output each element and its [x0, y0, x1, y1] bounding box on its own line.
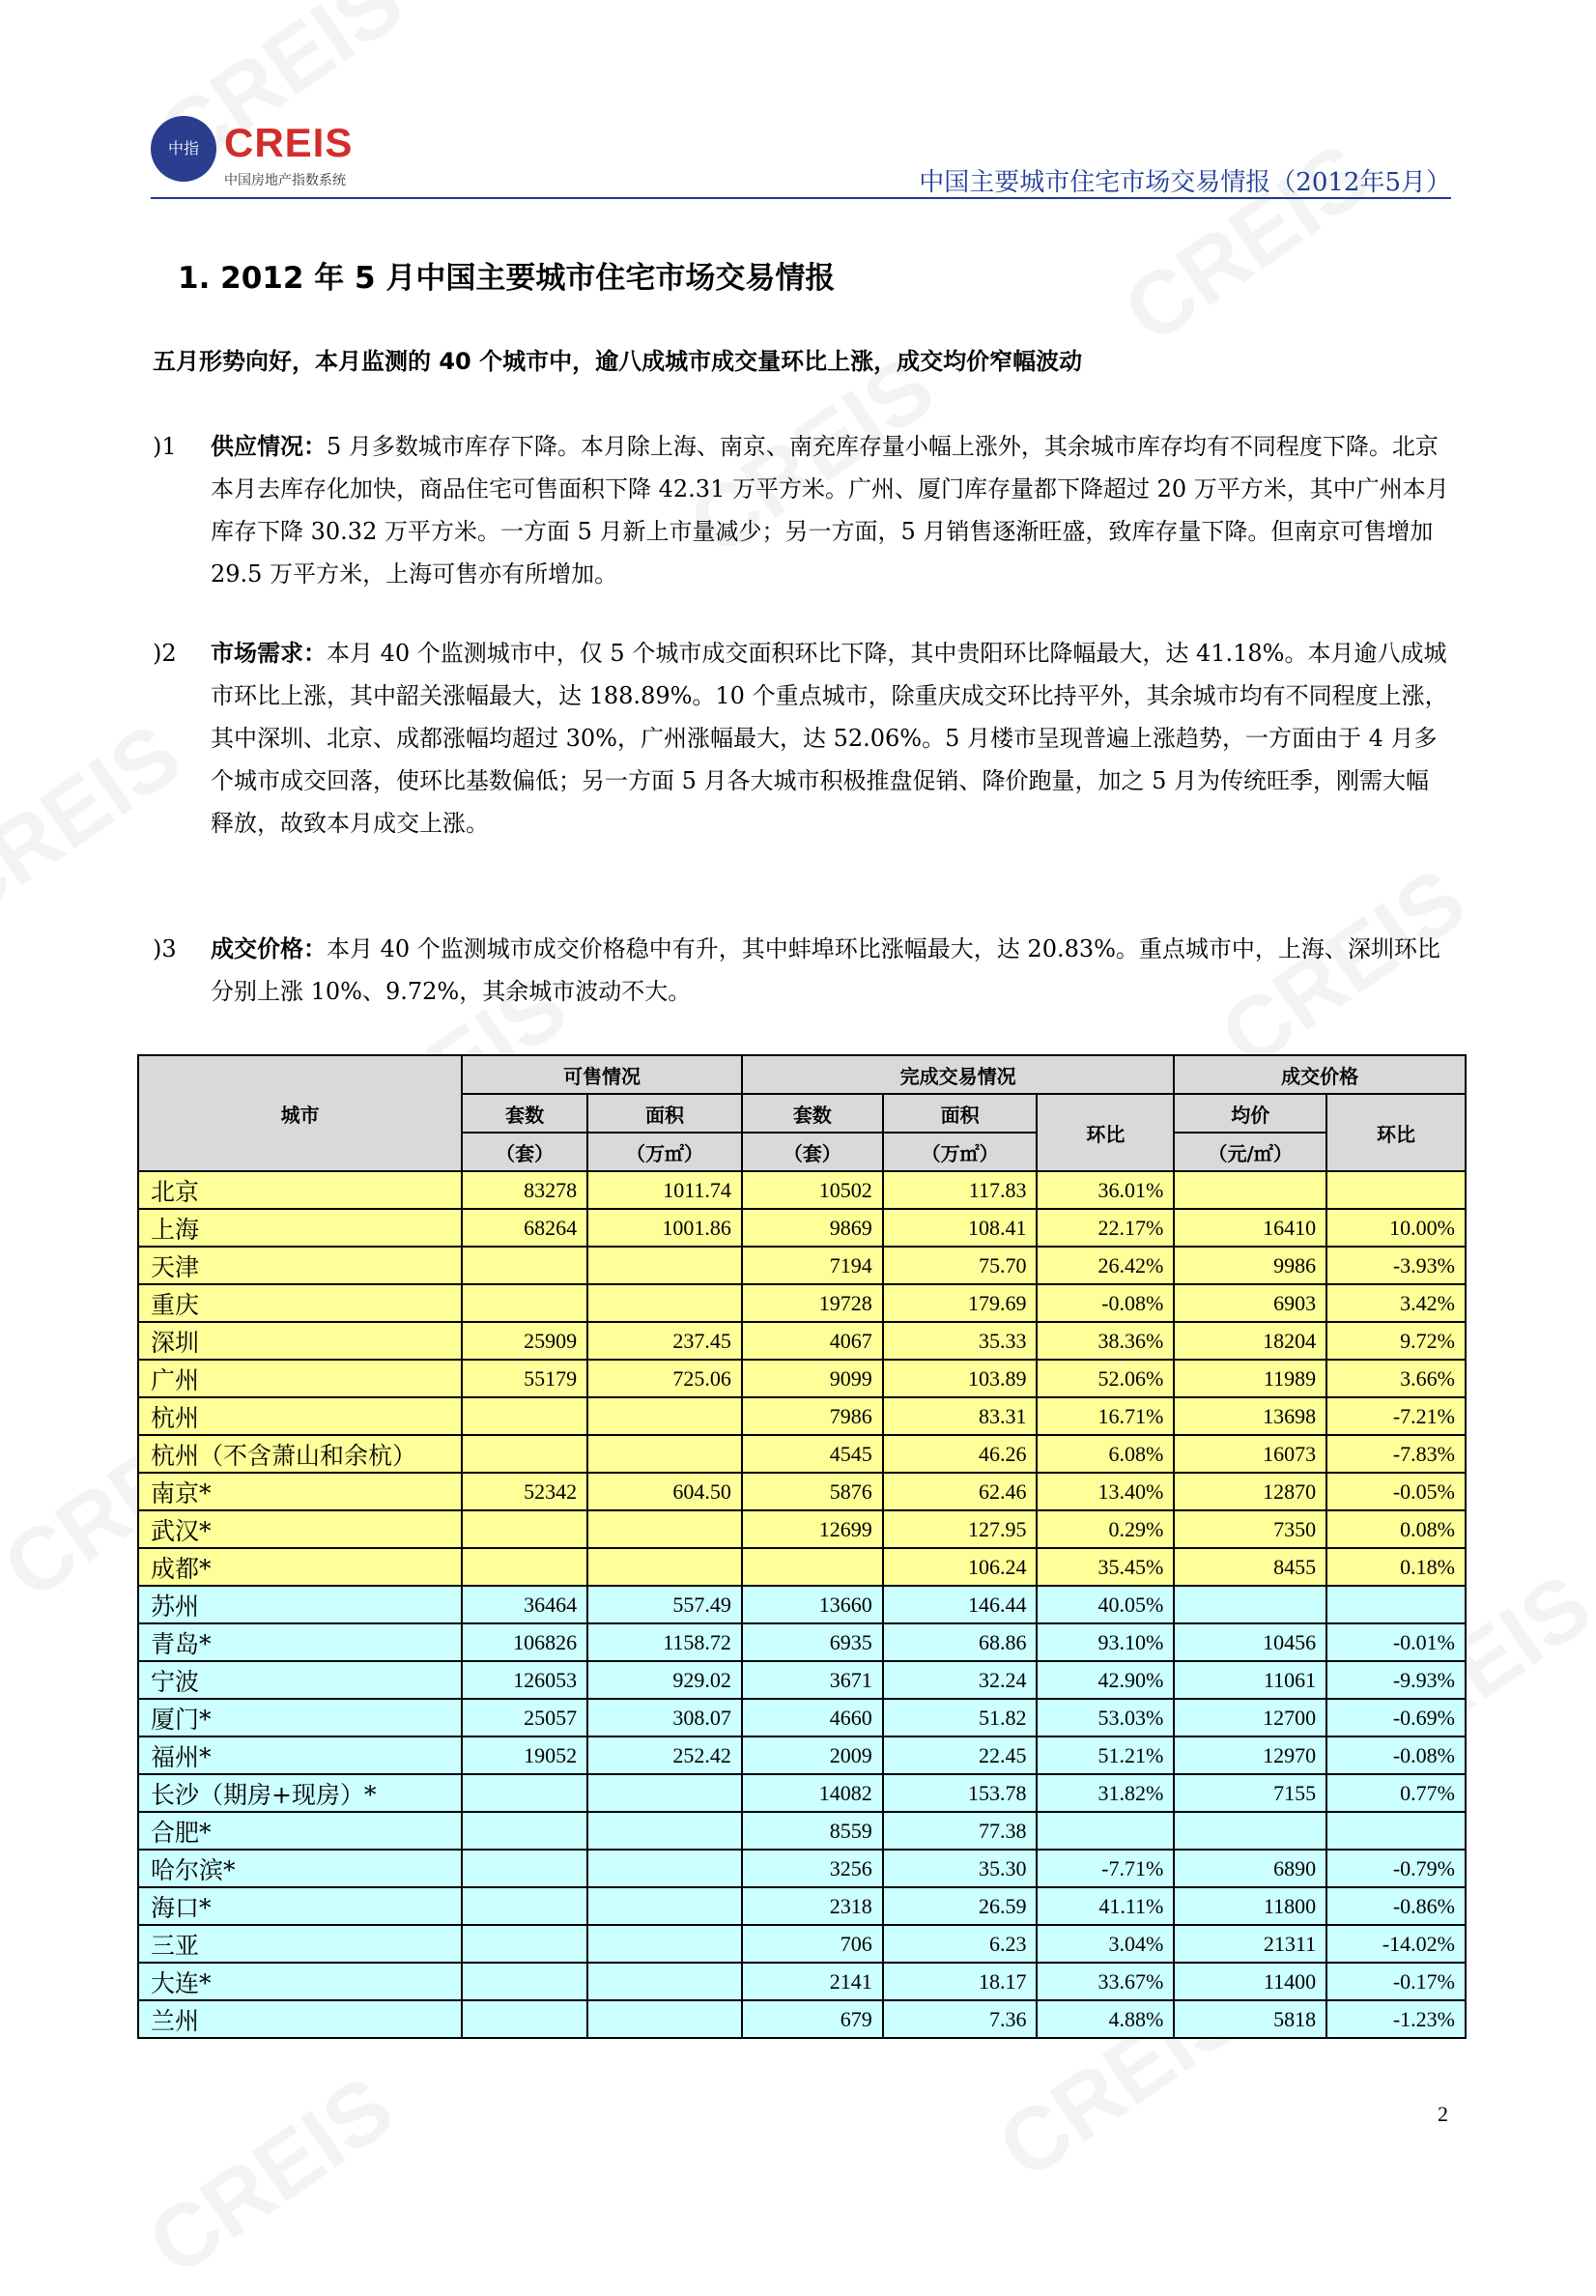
cell-supply-units: 25909 — [462, 1322, 587, 1360]
table-row — [138, 1812, 1466, 1850]
cell-deal-mom: 33.67% — [1037, 1963, 1174, 2000]
cell-deal-area: 103.89 — [883, 1360, 1038, 1397]
cell-price-avg: 13698 — [1174, 1397, 1326, 1435]
city-transaction-table — [137, 1054, 1467, 2039]
cell-supply-units — [462, 1812, 587, 1850]
cell-price-mom: -3.93% — [1326, 1247, 1466, 1284]
table-row — [138, 1360, 1466, 1397]
cell-price-mom: 3.66% — [1326, 1360, 1466, 1397]
cell-city: 厦门* — [138, 1699, 462, 1736]
cell-price-mom: 0.08% — [1326, 1510, 1466, 1548]
table-row — [138, 1661, 1466, 1699]
cell-price-mom: -9.93% — [1326, 1661, 1466, 1699]
cell-deal-mom: 40.05% — [1037, 1586, 1174, 1623]
cell-price-mom: -1.23% — [1326, 2000, 1466, 2038]
cell-deal-units: 3256 — [742, 1850, 883, 1887]
cell-deal-units: 2318 — [742, 1887, 883, 1925]
cell-price-avg — [1174, 1812, 1326, 1850]
summary-headline: 五月形势向好，本月监测的 40 个城市中，逾八成城市成交量环比上涨，成交均价窄幅波动 — [153, 348, 1083, 375]
cell-supply-area: 1011.74 — [587, 1171, 742, 1209]
paragraph-lead: 市场需求： — [211, 639, 327, 667]
table-row — [138, 1699, 1466, 1736]
header-deal-group: 完成交易情况 — [742, 1055, 1174, 1094]
cell-deal-area: 106.24 — [883, 1548, 1038, 1586]
cell-city: 福州* — [138, 1736, 462, 1774]
cell-city: 杭州（不含萧山和余杭） — [138, 1435, 462, 1473]
cell-price-mom: -0.17% — [1326, 1963, 1466, 2000]
cell-price-mom: -14.02% — [1326, 1925, 1466, 1963]
cell-deal-mom: 52.06% — [1037, 1360, 1174, 1397]
cell-city: 成都* — [138, 1548, 462, 1586]
cell-city: 长沙（期房+现房）* — [138, 1774, 462, 1812]
cell-deal-units: 706 — [742, 1925, 883, 1963]
paragraph-number: )1 — [153, 433, 177, 460]
header-deal-units: 套数 — [742, 1094, 883, 1133]
section-title: 1. 2012 年 5 月中国主要城市住宅市场交易情报 — [178, 261, 836, 296]
cell-deal-units: 2009 — [742, 1736, 883, 1774]
cell-supply-area — [587, 1247, 742, 1284]
watermark — [1106, 125, 1387, 363]
cell-deal-units: 9099 — [742, 1360, 883, 1397]
paragraph-demand — [153, 632, 1451, 845]
table-row — [138, 1510, 1466, 1548]
cell-supply-units: 52342 — [462, 1473, 587, 1510]
cell-deal-mom: 51.21% — [1037, 1736, 1174, 1774]
cell-supply-area — [587, 1963, 742, 2000]
cell-deal-area: 83.31 — [883, 1397, 1038, 1435]
paragraph-text: 本月 40 个监测城市中，仅 5 个城市成交面积环比下降，其中贵阳环比降幅最大，达 41.18%。本月逾八成城市环比上涨，其中韶关涨幅最大，达 188.89%。10 个重点城市，除重庆成交环比持平外，其余城市均有不同程度上涨，其中深圳、北京、成都涨幅均超过 30%，广州涨幅最大，达 52.06%。5 月楼市呈现普遍上涨趋势，一方面由于 4 月多个城市成交回落，使环比基数偏低；另一方面 5 月各大城市积极推盘促销、降价跑量，加之 5 月为传统旺季，刚需大幅释放，故致本月成交上涨。 — [211, 640, 1448, 837]
table-row — [138, 1925, 1466, 1963]
report-title: 中国主要城市住宅市场交易情报（2012年5月） — [919, 168, 1451, 197]
header-supply-units: 套数 — [462, 1094, 587, 1133]
cell-city: 重庆 — [138, 1284, 462, 1322]
paragraph-number: )3 — [153, 935, 177, 962]
watermark — [130, 2057, 412, 2296]
cell-deal-area: 127.95 — [883, 1510, 1038, 1548]
cell-deal-units: 9869 — [742, 1209, 883, 1247]
cell-supply-area: 252.42 — [587, 1736, 742, 1774]
paragraph-price — [153, 928, 1451, 1013]
cell-supply-area: 308.07 — [587, 1699, 742, 1736]
unit-supply-units: （套） — [462, 1133, 587, 1171]
cell-deal-units: 4067 — [742, 1322, 883, 1360]
cell-price-avg: 10456 — [1174, 1623, 1326, 1661]
table-row — [138, 1435, 1466, 1473]
cell-deal-area: 117.83 — [883, 1171, 1038, 1209]
cell-price-avg — [1174, 1171, 1326, 1209]
cell-price-avg: 11400 — [1174, 1963, 1326, 2000]
cell-deal-area: 35.33 — [883, 1322, 1038, 1360]
cell-price-avg: 11989 — [1174, 1360, 1326, 1397]
cell-price-mom: -0.08% — [1326, 1736, 1466, 1774]
cell-deal-mom: 13.40% — [1037, 1473, 1174, 1510]
cell-supply-units — [462, 1850, 587, 1887]
cell-city: 海口* — [138, 1887, 462, 1925]
cell-supply-area: 604.50 — [587, 1473, 742, 1510]
cell-deal-area: 62.46 — [883, 1473, 1038, 1510]
header-deal-mom: 环比 — [1037, 1094, 1174, 1171]
cell-deal-mom: 41.11% — [1037, 1887, 1174, 1925]
cell-price-mom — [1326, 1812, 1466, 1850]
table-row — [138, 1586, 1466, 1623]
cell-supply-units: 36464 — [462, 1586, 587, 1623]
cell-supply-area — [587, 1887, 742, 1925]
cell-supply-area — [587, 1774, 742, 1812]
cell-deal-area: 6.23 — [883, 1925, 1038, 1963]
cell-price-avg: 12870 — [1174, 1473, 1326, 1510]
cell-deal-area: 32.24 — [883, 1661, 1038, 1699]
table-row — [138, 1322, 1466, 1360]
cell-price-mom — [1326, 1586, 1466, 1623]
cell-price-mom: 3.42% — [1326, 1284, 1466, 1322]
cell-deal-area: 26.59 — [883, 1887, 1038, 1925]
paragraph-lead: 供应情况： — [211, 432, 327, 460]
cell-price-mom: -0.69% — [1326, 1699, 1466, 1736]
table-row — [138, 1171, 1466, 1209]
cell-supply-area — [587, 2000, 742, 2038]
cell-supply-area — [587, 1925, 742, 1963]
cell-supply-area: 1158.72 — [587, 1623, 742, 1661]
table-row — [138, 1850, 1466, 1887]
cell-deal-area: 46.26 — [883, 1435, 1038, 1473]
header-supply-area: 面积 — [587, 1094, 742, 1133]
table-row — [138, 1397, 1466, 1435]
cell-deal-mom: 42.90% — [1037, 1661, 1174, 1699]
cell-deal-units: 8559 — [742, 1812, 883, 1850]
cell-city: 宁波 — [138, 1661, 462, 1699]
cell-deal-units: 12699 — [742, 1510, 883, 1548]
cell-supply-units: 68264 — [462, 1209, 587, 1247]
cell-supply-units — [462, 1548, 587, 1586]
cell-price-avg: 16410 — [1174, 1209, 1326, 1247]
cell-deal-area: 153.78 — [883, 1774, 1038, 1812]
table-row — [138, 1736, 1466, 1774]
cell-price-mom: -0.86% — [1326, 1887, 1466, 1925]
table-row — [138, 1774, 1466, 1812]
paragraph-number: )2 — [153, 640, 177, 667]
cell-city: 深圳 — [138, 1322, 462, 1360]
cell-price-avg: 8455 — [1174, 1548, 1326, 1586]
logo-emblem: 中指 — [151, 116, 216, 182]
cell-deal-units — [742, 1548, 883, 1586]
cell-price-avg: 6903 — [1174, 1284, 1326, 1322]
paragraph-text: 5 月多数城市库存下降。本月除上海、南京、南充库存量小幅上涨外，其余城市库存均有不同程度下降。北京本月去库存化加快，商品住宅可售面积下降 42.31 万平方米。广州、厦门库存量都下降超过 20 万平方米，其中广州本月库存下降 30.32 万平方米。一方面 5 月新上市量减少；另一方面，5 月销售逐渐旺盛，致库存量下降。但南京可售增加 29.5 万平方米，上海可售亦有所增加。 — [211, 433, 1449, 588]
cell-price-avg: 12970 — [1174, 1736, 1326, 1774]
header-price-mom: 环比 — [1326, 1094, 1466, 1171]
cell-city: 三亚 — [138, 1925, 462, 1963]
cell-deal-area: 22.45 — [883, 1736, 1038, 1774]
cell-deal-area: 51.82 — [883, 1699, 1038, 1736]
cell-supply-units — [462, 1963, 587, 2000]
cell-price-mom: -7.21% — [1326, 1397, 1466, 1435]
cell-deal-mom: 35.45% — [1037, 1548, 1174, 1586]
cell-price-mom: 0.77% — [1326, 1774, 1466, 1812]
cell-price-avg: 7155 — [1174, 1774, 1326, 1812]
cell-deal-mom — [1037, 1812, 1174, 1850]
cell-deal-units: 7194 — [742, 1247, 883, 1284]
cell-supply-area — [587, 1510, 742, 1548]
header-divider — [151, 197, 1451, 199]
unit-deal-units: （套） — [742, 1133, 883, 1171]
cell-supply-area: 557.49 — [587, 1586, 742, 1623]
cell-city: 大连* — [138, 1963, 462, 2000]
paragraph-lead: 成交价格： — [211, 934, 327, 962]
cell-deal-area: 108.41 — [883, 1209, 1038, 1247]
cell-deal-area: 35.30 — [883, 1850, 1038, 1887]
cell-price-mom — [1326, 1171, 1466, 1209]
cell-supply-area — [587, 1548, 742, 1586]
header-deal-area: 面积 — [883, 1094, 1038, 1133]
cell-deal-area: 68.86 — [883, 1623, 1038, 1661]
cell-deal-units: 4660 — [742, 1699, 883, 1736]
cell-city: 天津 — [138, 1247, 462, 1284]
cell-price-mom: -0.79% — [1326, 1850, 1466, 1887]
cell-city: 南京* — [138, 1473, 462, 1510]
cell-deal-mom: 26.42% — [1037, 1247, 1174, 1284]
cell-deal-units: 5876 — [742, 1473, 883, 1510]
logo-wordmark: CREIS — [224, 120, 354, 165]
paragraph-text: 本月 40 个监测城市成交价格稳中有升，其中蚌埠环比涨幅最大，达 20.83%。重点城市中，上海、深圳环比分别上涨 10%、9.72%，其余城市波动不大。 — [211, 935, 1440, 1005]
cell-deal-area: 18.17 — [883, 1963, 1038, 2000]
cell-deal-area: 75.70 — [883, 1247, 1038, 1284]
cell-deal-mom: 3.04% — [1037, 1925, 1174, 1963]
cell-supply-units: 106826 — [462, 1623, 587, 1661]
cell-price-avg: 11061 — [1174, 1661, 1326, 1699]
cell-price-avg: 18204 — [1174, 1322, 1326, 1360]
cell-city: 武汉* — [138, 1510, 462, 1548]
table-row — [138, 1284, 1466, 1322]
cell-city: 合肥* — [138, 1812, 462, 1850]
cell-supply-area — [587, 1284, 742, 1322]
header-price-group: 成交价格 — [1174, 1055, 1466, 1094]
cell-supply-units — [462, 1774, 587, 1812]
cell-deal-area: 146.44 — [883, 1586, 1038, 1623]
cell-price-avg: 7350 — [1174, 1510, 1326, 1548]
cell-deal-area: 77.38 — [883, 1812, 1038, 1850]
cell-price-avg: 11800 — [1174, 1887, 1326, 1925]
cell-deal-units: 3671 — [742, 1661, 883, 1699]
header-supply-group: 可售情况 — [462, 1055, 742, 1094]
cell-deal-units: 6935 — [742, 1623, 883, 1661]
cell-price-mom: -0.01% — [1326, 1623, 1466, 1661]
cell-city: 苏州 — [138, 1586, 462, 1623]
cell-deal-mom: 31.82% — [1037, 1774, 1174, 1812]
cell-deal-units: 2141 — [742, 1963, 883, 2000]
cell-price-avg: 12700 — [1174, 1699, 1326, 1736]
cell-deal-units: 10502 — [742, 1171, 883, 1209]
cell-supply-units — [462, 1887, 587, 1925]
paragraph-supply — [153, 425, 1451, 595]
table-row — [138, 1887, 1466, 1925]
cell-supply-units: 19052 — [462, 1736, 587, 1774]
unit-price-avg: （元/㎡） — [1174, 1133, 1326, 1171]
cell-supply-area — [587, 1812, 742, 1850]
cell-supply-area: 1001.86 — [587, 1209, 742, 1247]
cell-supply-units: 126053 — [462, 1661, 587, 1699]
cell-deal-mom: 22.17% — [1037, 1209, 1174, 1247]
unit-supply-area: （万㎡） — [587, 1133, 742, 1171]
cell-deal-units: 679 — [742, 2000, 883, 2038]
cell-deal-mom: 38.36% — [1037, 1322, 1174, 1360]
cell-deal-units: 19728 — [742, 1284, 883, 1322]
logo-subtitle: 中国房地产指数系统 — [224, 173, 346, 188]
cell-supply-area — [587, 1435, 742, 1473]
table-row — [138, 1963, 1466, 2000]
cell-deal-mom: 36.01% — [1037, 1171, 1174, 1209]
cell-deal-units: 13660 — [742, 1586, 883, 1623]
table-row — [138, 1548, 1466, 1586]
cell-supply-units — [462, 1510, 587, 1548]
header-price-avg: 均价 — [1174, 1094, 1326, 1133]
cell-supply-units: 83278 — [462, 1171, 587, 1209]
cell-city: 兰州 — [138, 2000, 462, 2038]
cell-supply-area: 929.02 — [587, 1661, 742, 1699]
cell-price-avg: 6890 — [1174, 1850, 1326, 1887]
table-row — [138, 2000, 1466, 2038]
cell-city: 杭州 — [138, 1397, 462, 1435]
cell-price-avg: 21311 — [1174, 1925, 1326, 1963]
cell-deal-area: 7.36 — [883, 2000, 1038, 2038]
cell-supply-area — [587, 1850, 742, 1887]
unit-deal-area: （万㎡） — [883, 1133, 1038, 1171]
cell-price-mom: 9.72% — [1326, 1322, 1466, 1360]
cell-deal-mom: 0.29% — [1037, 1510, 1174, 1548]
table-row — [138, 1473, 1466, 1510]
cell-price-avg: 16073 — [1174, 1435, 1326, 1473]
cell-deal-mom: 53.03% — [1037, 1699, 1174, 1736]
cell-price-avg: 9986 — [1174, 1247, 1326, 1284]
cell-deal-mom: 16.71% — [1037, 1397, 1174, 1435]
cell-supply-units — [462, 1435, 587, 1473]
cell-deal-mom: -0.08% — [1037, 1284, 1174, 1322]
creis-logo — [151, 114, 383, 191]
cell-price-mom: 0.18% — [1326, 1548, 1466, 1586]
cell-deal-mom: 93.10% — [1037, 1623, 1174, 1661]
cell-deal-mom: 6.08% — [1037, 1435, 1174, 1473]
table-row — [138, 1247, 1466, 1284]
cell-price-mom: 10.00% — [1326, 1209, 1466, 1247]
cell-price-mom: -0.05% — [1326, 1473, 1466, 1510]
cell-supply-area: 237.45 — [587, 1322, 742, 1360]
cell-supply-units — [462, 2000, 587, 2038]
cell-city: 青岛* — [138, 1623, 462, 1661]
cell-deal-mom: 4.88% — [1037, 2000, 1174, 2038]
cell-city: 北京 — [138, 1171, 462, 1209]
cell-supply-units — [462, 1284, 587, 1322]
table-row — [138, 1209, 1466, 1247]
cell-supply-units — [462, 1397, 587, 1435]
cell-price-avg: 5818 — [1174, 2000, 1326, 2038]
header-city: 城市 — [138, 1055, 462, 1171]
cell-price-avg — [1174, 1586, 1326, 1623]
cell-supply-units: 25057 — [462, 1699, 587, 1736]
table-row — [138, 1623, 1466, 1661]
cell-supply-area: 725.06 — [587, 1360, 742, 1397]
cell-city: 上海 — [138, 1209, 462, 1247]
cell-supply-units: 55179 — [462, 1360, 587, 1397]
page-number: 2 — [1438, 2102, 1448, 2126]
cell-supply-area — [587, 1397, 742, 1435]
cell-deal-units: 7986 — [742, 1397, 883, 1435]
cell-deal-units: 4545 — [742, 1435, 883, 1473]
cell-city: 哈尔滨* — [138, 1850, 462, 1887]
cell-deal-area: 179.69 — [883, 1284, 1038, 1322]
cell-price-mom: -7.83% — [1326, 1435, 1466, 1473]
cell-deal-units: 14082 — [742, 1774, 883, 1812]
table-body — [138, 1171, 1466, 2038]
cell-supply-units — [462, 1247, 587, 1284]
cell-supply-units — [462, 1925, 587, 1963]
cell-city: 广州 — [138, 1360, 462, 1397]
cell-deal-mom: -7.71% — [1037, 1850, 1174, 1887]
